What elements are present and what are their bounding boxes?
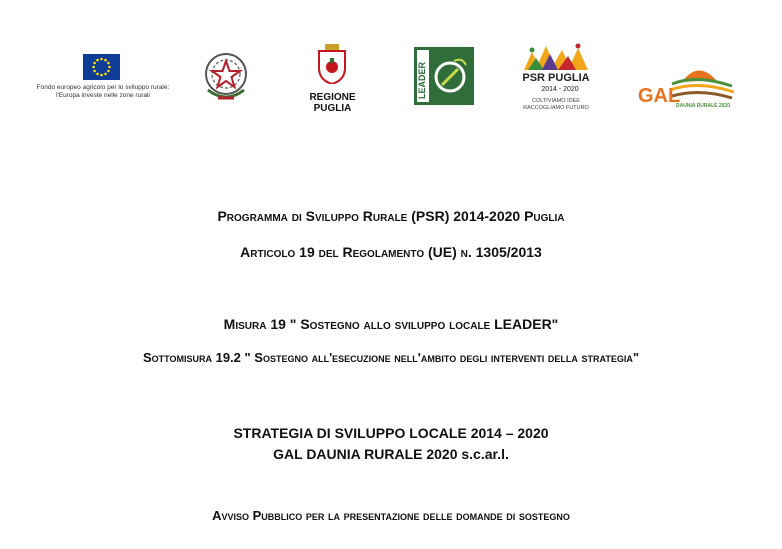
eu-caption-line1: Fondo europeo agricolo per lo sviluppo rurale:: [36, 84, 170, 91]
italian-republic-emblem-icon: [196, 46, 256, 106]
avviso-heading: Avviso Pubblico per la presentazione delle domande di sostegno: [212, 508, 570, 523]
eu-flag-icon: [83, 54, 120, 80]
gal-name-heading: GAL DAUNIA RURALE 2020 s.c.ar.l.: [273, 446, 509, 462]
gal-daunia-rurale-logo: [636, 60, 746, 110]
programma-heading: Programma di Sviluppo Rurale (PSR) 2014-2020 Puglia: [217, 208, 565, 224]
gal-text: GAL: [638, 85, 681, 107]
strategia-heading: STRATEGIA DI SVILUPPO LOCALE 2014 – 2020: [233, 425, 549, 441]
psr-puglia-logo: [518, 42, 594, 114]
sottomisura-heading: Sottomisura 19.2 " Sostegno all'esecuzione nell'ambito degli interventi della strategia": [142, 350, 639, 365]
psr-motto-line2: RACCOGLIAMO FUTURO: [523, 105, 589, 111]
psr-motto-line1: COLTIVIAMO IDEE: [532, 98, 580, 104]
regione-puglia-shield-icon: [316, 44, 348, 84]
articolo-heading: Articolo 19 del Regolamento (UE) n. 1305/2013: [240, 244, 542, 260]
leader-logo: [414, 47, 474, 105]
leader-text: LEADER: [417, 61, 427, 99]
psr-title: PSR PUGLIA: [522, 72, 590, 84]
psr-years: 2014 - 2020: [541, 86, 579, 93]
regione-puglia-name: REGIONE PUGLIA: [309, 92, 356, 114]
gal-subtext: DAUNIA RURALE 2020: [676, 103, 730, 109]
eu-caption: [28, 84, 178, 100]
eu-caption-line2: l'Europa investe nelle zone rurali: [56, 92, 150, 99]
regione-puglia-logo: [290, 44, 375, 114]
misura-heading: Misura 19 " Sostegno allo sviluppo locale LEADER": [223, 316, 559, 332]
eu-eafrd-logo: [28, 52, 178, 107]
